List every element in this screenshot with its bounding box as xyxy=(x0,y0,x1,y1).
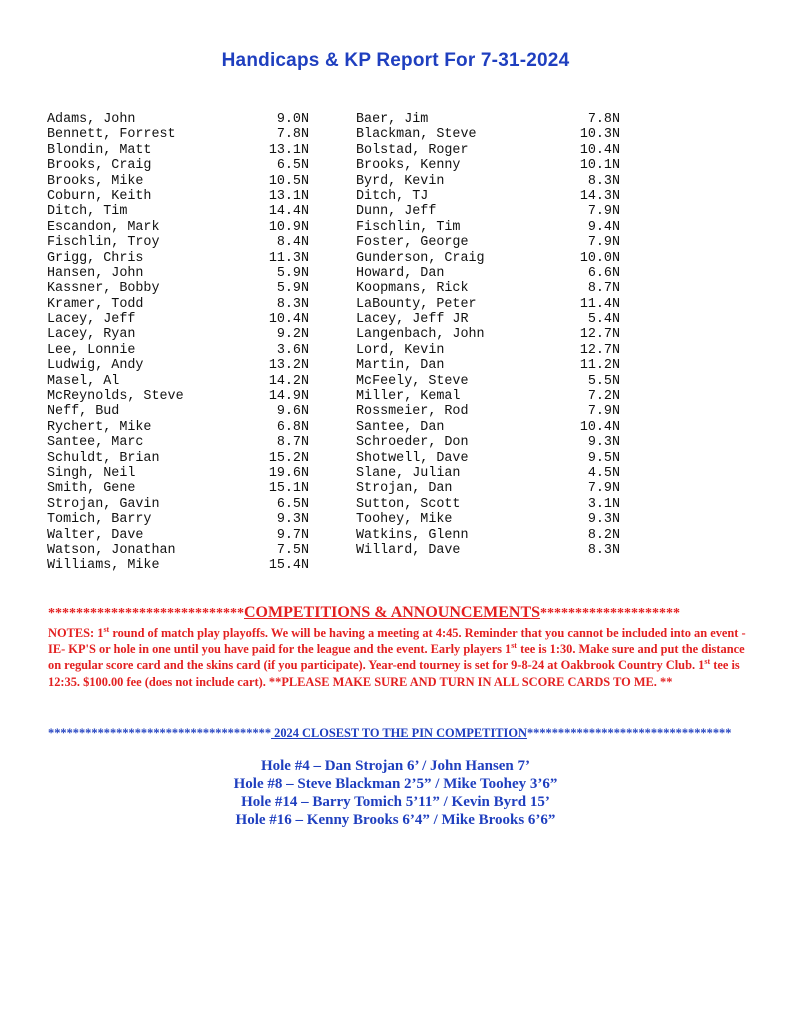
player-row xyxy=(47,297,309,312)
player-row xyxy=(356,189,620,204)
player-handicap: 7.9N xyxy=(587,235,620,251)
player-name: Rossmeier, Rod xyxy=(356,404,469,420)
player-handicap: 9.5N xyxy=(587,450,620,466)
stars-right: ********************************* xyxy=(526,726,732,740)
player-handicap: 13.1N xyxy=(268,188,309,204)
player-handicap: 15.4N xyxy=(268,558,309,574)
player-handicap: 5.4N xyxy=(587,312,620,328)
player-row xyxy=(47,220,309,235)
player-name: Langenbach, John xyxy=(356,327,485,343)
player-name: Rychert, Mike xyxy=(47,419,152,435)
player-name: Byrd, Kevin xyxy=(356,173,445,189)
player-handicap: 14.4N xyxy=(268,204,309,220)
player-name: McFeely, Steve xyxy=(356,373,469,389)
player-name: Hansen, John xyxy=(47,265,144,281)
player-name: Strojan, Gavin xyxy=(47,496,160,512)
notes-sup-1: st xyxy=(103,624,110,634)
player-row xyxy=(356,312,620,327)
player-handicap: 7.9N xyxy=(587,404,620,420)
player-row xyxy=(356,481,620,496)
kp-hole-16: Hole #16 – Kenny Brooks 6’4” / Mike Brooks 6’6” xyxy=(235,812,556,828)
player-handicap: 7.9N xyxy=(587,204,620,220)
player-name: McReynolds, Steve xyxy=(47,389,184,405)
player-row xyxy=(47,312,309,327)
player-name: Lacey, Jeff JR xyxy=(356,312,469,328)
player-row xyxy=(47,512,309,527)
player-row xyxy=(47,358,309,373)
player-row xyxy=(356,528,620,543)
player-name: Kassner, Bobby xyxy=(47,281,160,297)
closest-to-pin-header xyxy=(48,726,758,741)
player-handicap: 7.9N xyxy=(587,481,620,497)
player-name: Shotwell, Dave xyxy=(356,450,469,466)
player-row xyxy=(47,235,309,250)
player-row xyxy=(47,327,309,342)
player-name: Masel, Al xyxy=(47,373,120,389)
player-row xyxy=(47,189,309,204)
notes-sup-3: st xyxy=(704,657,711,667)
player-name: Bennett, Forrest xyxy=(47,127,176,143)
notes-sup-2: st xyxy=(511,641,517,651)
player-name: Ditch, TJ xyxy=(356,188,429,204)
player-row xyxy=(356,112,620,127)
player-name: Adams, John xyxy=(47,112,136,127)
player-handicap: 10.9N xyxy=(268,219,309,235)
player-row xyxy=(356,512,620,527)
player-name: Walter, Dave xyxy=(47,527,144,543)
player-handicap: 8.7N xyxy=(276,435,309,451)
player-row xyxy=(356,251,620,266)
player-row xyxy=(356,327,620,342)
player-handicap: 15.2N xyxy=(268,450,309,466)
player-name: Blackman, Steve xyxy=(356,127,477,143)
player-name: Lacey, Jeff xyxy=(47,312,136,328)
player-row xyxy=(356,543,620,558)
player-name: Tomich, Barry xyxy=(47,512,152,528)
player-handicap: 9.4N xyxy=(587,219,620,235)
player-handicap: 9.0N xyxy=(276,112,309,127)
player-row xyxy=(356,143,620,158)
player-row xyxy=(356,374,620,389)
player-handicap: 19.6N xyxy=(268,465,309,481)
player-row xyxy=(47,127,309,142)
player-name: Lord, Kevin xyxy=(356,342,445,358)
player-handicap: 9.3N xyxy=(587,435,620,451)
player-name: Koopmans, Rick xyxy=(356,281,469,297)
player-handicap: 3.6N xyxy=(276,342,309,358)
player-row xyxy=(47,497,309,512)
player-row xyxy=(47,158,309,173)
player-handicap: 6.6N xyxy=(587,265,620,281)
player-handicap: 9.2N xyxy=(276,327,309,343)
player-handicap: 9.6N xyxy=(276,404,309,420)
notes-text-4: tee is 12:35. $100.00 fee (does not include cart). **PLEASE MAKE SURE AND TURN IN ALL SCORE CARDS TO ME. ** xyxy=(48,658,740,689)
player-handicap: 5.9N xyxy=(276,265,309,281)
player-name: Blondin, Matt xyxy=(47,142,152,158)
player-name: Fischlin, Tim xyxy=(356,219,461,235)
player-handicap: 13.1N xyxy=(268,142,309,158)
player-name: Kramer, Todd xyxy=(47,296,144,312)
player-row xyxy=(47,435,309,450)
player-name: Strojan, Dan xyxy=(356,481,453,497)
player-row xyxy=(47,112,309,127)
player-handicap: 10.0N xyxy=(579,250,620,266)
kp-hole-4: Hole #4 – Dan Strojan 6’ / John Hansen 7’ xyxy=(260,758,531,774)
player-name: Schuldt, Brian xyxy=(47,450,160,466)
player-name: Miller, Kemal xyxy=(356,389,461,405)
player-handicap: 11.3N xyxy=(268,250,309,266)
player-handicap: 7.8N xyxy=(276,127,309,143)
player-row xyxy=(47,420,309,435)
player-handicap: 11.2N xyxy=(579,358,620,374)
player-name: Howard, Dan xyxy=(356,265,445,281)
player-handicap: 9.3N xyxy=(276,512,309,528)
player-handicap: 7.8N xyxy=(587,112,620,127)
player-row xyxy=(356,451,620,466)
player-name: Foster, George xyxy=(356,235,469,251)
player-row xyxy=(356,174,620,189)
player-name: Neff, Bud xyxy=(47,404,120,420)
player-name: Williams, Mike xyxy=(47,558,160,574)
player-name: Slane, Julian xyxy=(356,465,461,481)
player-name: Baer, Jim xyxy=(356,112,429,127)
player-handicap: 10.5N xyxy=(268,173,309,189)
player-handicap: 8.2N xyxy=(587,527,620,543)
player-handicap: 8.7N xyxy=(587,281,620,297)
player-name: Grigg, Chris xyxy=(47,250,144,266)
player-handicap: 8.3N xyxy=(587,173,620,189)
player-row xyxy=(47,466,309,481)
player-handicap: 9.3N xyxy=(587,512,620,528)
player-row xyxy=(356,404,620,419)
player-name: Bolstad, Roger xyxy=(356,142,469,158)
announcement-notes xyxy=(48,625,748,690)
player-handicap: 6.8N xyxy=(276,419,309,435)
stars-left: **************************** xyxy=(48,606,244,621)
player-handicap: 7.2N xyxy=(587,389,620,405)
player-handicap: 10.1N xyxy=(579,158,620,174)
player-row xyxy=(47,266,309,281)
closest-to-pin-results xyxy=(0,757,791,829)
player-row xyxy=(47,343,309,358)
page-title: Handicaps & KP Report For 7-31-2024 xyxy=(221,50,570,71)
notes-text-2: round of match play playoffs. We will be having a meeting at 4:45. Reminder that you cannot be included into an event -IE- KP'S or hole in one until you have paid for the league and the event. Early players 1 xyxy=(48,626,746,657)
player-name: Ditch, Tim xyxy=(47,204,128,220)
player-row xyxy=(356,297,620,312)
player-row xyxy=(47,404,309,419)
player-row xyxy=(356,389,620,404)
player-name: Martin, Dan xyxy=(356,358,445,374)
player-row xyxy=(47,143,309,158)
player-name: Schroeder, Don xyxy=(356,435,469,451)
player-name: Dunn, Jeff xyxy=(356,204,437,220)
competitions-heading: COMPETITIONS & ANNOUNCEMENTS xyxy=(244,604,541,621)
player-row xyxy=(47,543,309,558)
player-row xyxy=(356,420,620,435)
player-handicap: 4.5N xyxy=(587,465,620,481)
player-handicap: 13.2N xyxy=(268,358,309,374)
player-handicap: 12.7N xyxy=(579,342,620,358)
player-row xyxy=(356,497,620,512)
player-name: Lacey, Ryan xyxy=(47,327,136,343)
player-name: LaBounty, Peter xyxy=(356,296,477,312)
player-row xyxy=(47,558,309,573)
player-handicap: 3.1N xyxy=(587,496,620,512)
notes-text-1: NOTES: 1 xyxy=(48,626,104,640)
handicap-list-right xyxy=(356,112,620,558)
player-row xyxy=(47,374,309,389)
player-row xyxy=(356,204,620,219)
handicap-list-left xyxy=(47,112,309,574)
stars-right: ******************** xyxy=(540,606,681,621)
player-handicap: 8.4N xyxy=(276,235,309,251)
player-name: Brooks, Craig xyxy=(47,158,152,174)
player-row xyxy=(356,435,620,450)
player-row xyxy=(356,466,620,481)
player-row xyxy=(47,204,309,219)
player-name: Toohey, Mike xyxy=(356,512,453,528)
player-handicap: 5.9N xyxy=(276,281,309,297)
player-name: Ludwig, Andy xyxy=(47,358,144,374)
player-handicap: 9.7N xyxy=(276,527,309,543)
stars-left: ************************************ xyxy=(48,726,272,740)
player-name: Lee, Lonnie xyxy=(47,342,136,358)
player-name: Watkins, Glenn xyxy=(356,527,469,543)
player-handicap: 10.4N xyxy=(268,312,309,328)
player-name: Gunderson, Craig xyxy=(356,250,485,266)
player-row xyxy=(356,358,620,373)
player-handicap: 11.4N xyxy=(579,296,620,312)
player-handicap: 14.3N xyxy=(579,188,620,204)
player-name: Brooks, Kenny xyxy=(356,158,461,174)
player-name: Coburn, Keith xyxy=(47,188,152,204)
player-handicap: 6.5N xyxy=(276,158,309,174)
player-handicap: 15.1N xyxy=(268,481,309,497)
player-handicap: 12.7N xyxy=(579,327,620,343)
player-name: Singh, Neil xyxy=(47,465,136,481)
notes-text-3: tee is 1:30. Make sure and put the distance on regular score card and the skins card (if you participate). Year-end tourney is set for 9-8-24 at Oakbrook Country Club. 1 xyxy=(48,642,745,673)
player-name: Santee, Dan xyxy=(356,419,445,435)
player-handicap: 7.5N xyxy=(276,542,309,558)
player-row xyxy=(356,343,620,358)
player-row xyxy=(47,281,309,296)
player-row xyxy=(356,127,620,142)
player-name: Santee, Marc xyxy=(47,435,144,451)
kp-hole-8: Hole #8 – Steve Blackman 2’5” / Mike Toohey 3’6” xyxy=(233,776,558,792)
player-row xyxy=(47,481,309,496)
player-row xyxy=(47,251,309,266)
player-handicap: 14.2N xyxy=(268,373,309,389)
player-name: Escandon, Mark xyxy=(47,219,160,235)
player-row xyxy=(47,174,309,189)
player-handicap: 5.5N xyxy=(587,373,620,389)
player-name: Willard, Dave xyxy=(356,542,461,558)
player-row xyxy=(356,220,620,235)
player-name: Brooks, Mike xyxy=(47,173,144,189)
competitions-header xyxy=(48,604,748,622)
closest-to-pin-heading: 2024 CLOSEST TO THE PIN COMPETITION xyxy=(271,726,527,740)
player-handicap: 8.3N xyxy=(276,296,309,312)
player-name: Smith, Gene xyxy=(47,481,136,497)
player-handicap: 10.4N xyxy=(579,142,620,158)
player-handicap: 10.4N xyxy=(579,419,620,435)
player-handicap: 14.9N xyxy=(268,389,309,405)
player-handicap: 6.5N xyxy=(276,496,309,512)
kp-hole-14: Hole #14 – Barry Tomich 5’11” / Kevin Byrd 15’ xyxy=(241,794,550,810)
player-handicap: 8.3N xyxy=(587,542,620,558)
player-row xyxy=(47,528,309,543)
player-row xyxy=(356,266,620,281)
player-name: Watson, Jonathan xyxy=(47,542,176,558)
player-name: Fischlin, Troy xyxy=(47,235,160,251)
player-row xyxy=(356,158,620,173)
player-name: Sutton, Scott xyxy=(356,496,461,512)
player-handicap: 10.3N xyxy=(579,127,620,143)
player-row xyxy=(47,389,309,404)
player-row xyxy=(47,451,309,466)
player-row xyxy=(356,281,620,296)
player-row xyxy=(356,235,620,250)
